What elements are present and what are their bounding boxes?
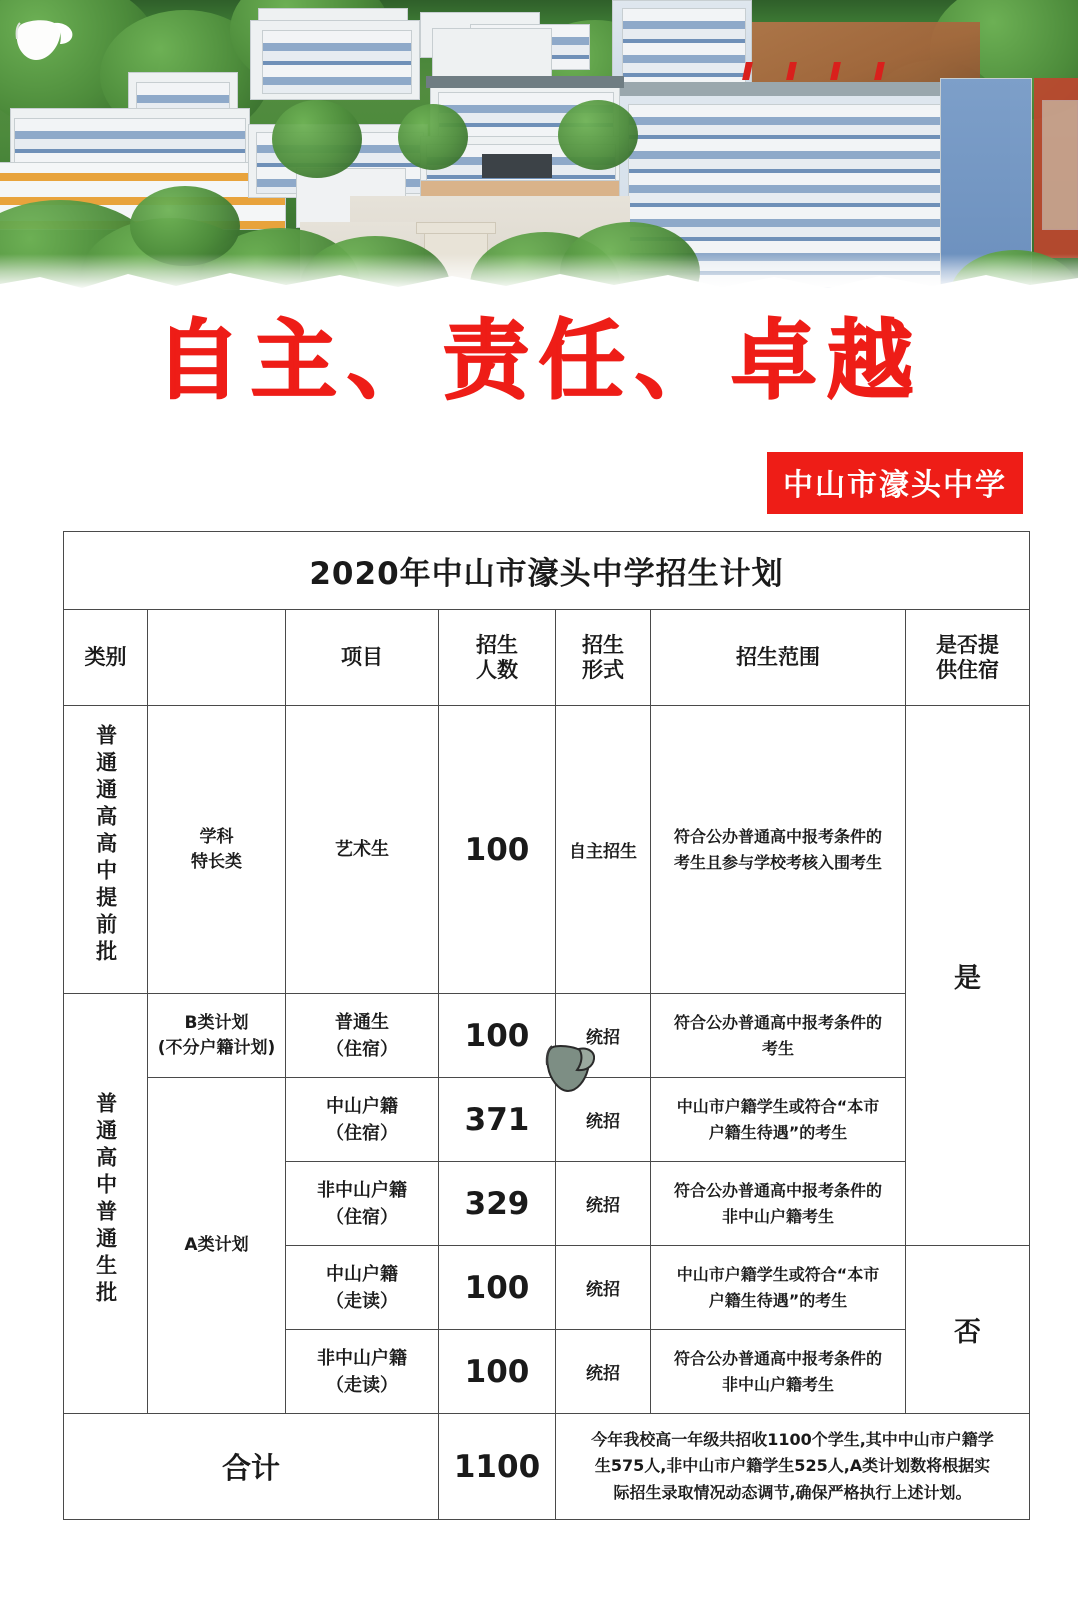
scope-3-line1: 符合公办普通高中报考条件的	[673, 1180, 882, 1200]
project-5-line2: （走读）	[326, 1374, 398, 1396]
count-0: 100	[439, 706, 556, 994]
header-scope: 招生范围	[651, 610, 906, 706]
scope-5-line2: 非中山户籍考生	[721, 1374, 834, 1394]
total-label: 合计	[64, 1414, 439, 1520]
form-2: 统招	[556, 1078, 651, 1162]
total-count: 1100	[439, 1414, 556, 1520]
table-title: 2020年中山市濠头中学招生计划	[64, 532, 1030, 610]
admission-plan-table	[63, 531, 1030, 1520]
project-2-line1: 中山户籍	[326, 1095, 398, 1117]
header-dorm-line1: 是否提	[936, 633, 999, 658]
school-slogan: 自主、责任、卓越	[155, 311, 923, 411]
count-2: 371	[439, 1078, 556, 1162]
plan-type-a	[148, 1078, 286, 1414]
school-name-badge: 中山市濠头中学	[767, 452, 1023, 514]
header-form	[556, 610, 651, 706]
scope-1	[651, 994, 906, 1078]
project-4-line2: （走读）	[326, 1290, 398, 1312]
admission-plan-table-wrapper	[63, 531, 1029, 1520]
form-3: 统招	[556, 1162, 651, 1246]
scope-1-line1: 符合公办普通高中报考条件的	[673, 1012, 882, 1032]
hero-photo-banner	[0, 0, 1078, 300]
project-2-line2: （住宿）	[326, 1122, 398, 1144]
scope-2-line1: 中山市户籍学生或符合“本市	[676, 1096, 880, 1116]
project-5-line1: 非中山户籍	[317, 1347, 407, 1369]
torn-paper-edge	[0, 268, 1078, 300]
header-form-line2: 形式	[582, 657, 624, 682]
header-category: 类别	[64, 610, 148, 706]
header-count	[439, 610, 556, 706]
face-mask-icon	[14, 14, 76, 66]
scope-0-line1: 符合公办普通高中报考条件的	[673, 826, 882, 846]
header-dorm	[906, 610, 1030, 706]
plan-type-0	[148, 706, 286, 994]
plan-type-b-line2: (不分户籍计划)	[157, 1037, 276, 1058]
face-mask-cursor[interactable]	[539, 1043, 595, 1095]
header-count-line1: 招生	[476, 633, 518, 658]
header-project: 项目	[286, 610, 439, 706]
dorm-yes: 是	[906, 706, 1030, 1246]
category-early-batch	[64, 706, 148, 994]
header-category-sub	[148, 610, 286, 706]
project-5	[286, 1330, 439, 1414]
category-early-batch-label: 普通通高高中提前批	[93, 724, 118, 968]
project-4-line1: 中山户籍	[326, 1263, 398, 1285]
dorm-no: 否	[906, 1246, 1030, 1414]
table-header-row	[64, 610, 1030, 706]
scope-4-line1: 中山市户籍学生或符合“本市	[676, 1264, 880, 1284]
project-0	[286, 706, 439, 994]
scope-0	[651, 706, 906, 994]
scope-3	[651, 1162, 906, 1246]
count-3: 329	[439, 1162, 556, 1246]
category-general-batch-label: 普通高中普通生批	[93, 1091, 118, 1308]
category-general-batch	[64, 994, 148, 1414]
project-2	[286, 1078, 439, 1162]
plan-type-b-line1: B类计划	[184, 1012, 249, 1033]
plan-type-0-line2: 特长类	[191, 851, 242, 872]
table-title-row	[64, 532, 1030, 610]
scope-4-line2: 户籍生待遇”的考生	[708, 1290, 848, 1310]
project-3-line1: 非中山户籍	[317, 1179, 407, 1201]
header-form-line1: 招生	[582, 633, 624, 658]
scope-1-line2: 考生	[761, 1038, 794, 1058]
project-4	[286, 1246, 439, 1330]
scope-0-line2: 考生且参与学校考核入围考生	[673, 852, 882, 872]
plan-type-a-line1: A类计划	[184, 1235, 249, 1256]
header-dorm-line2: 供住宿	[936, 657, 999, 682]
form-4: 统招	[556, 1246, 651, 1330]
plan-type-b	[148, 994, 286, 1078]
total-note	[556, 1414, 1030, 1520]
project-3	[286, 1162, 439, 1246]
total-note-line1: 今年我校高一年级共招收1100个学生,其中中山市户籍学	[591, 1429, 994, 1449]
form-5: 统招	[556, 1330, 651, 1414]
plan-type-0-line1: 学科	[199, 826, 234, 847]
scope-3-line2: 非中山户籍考生	[721, 1206, 834, 1226]
project-1-line2: （住宿）	[326, 1038, 398, 1060]
total-note-line3: 际招生录取情况动态调节,确保严格执行上述计划。	[613, 1482, 972, 1502]
project-1-line1: 普通生	[335, 1011, 389, 1033]
header-count-line2: 人数	[476, 657, 518, 682]
form-0: 自主招生	[556, 706, 651, 994]
project-0-line1: 艺术生	[335, 839, 389, 860]
scope-2-line2: 户籍生待遇”的考生	[708, 1122, 848, 1142]
table-row	[64, 706, 1030, 994]
total-note-line2: 生575人,非中山市户籍学生525人,A类计划数将根据实	[594, 1456, 991, 1476]
project-1	[286, 994, 439, 1078]
scope-2	[651, 1078, 906, 1162]
table-total-row	[64, 1414, 1030, 1520]
scope-5	[651, 1330, 906, 1414]
count-5: 100	[439, 1330, 556, 1414]
project-3-line2: （住宿）	[326, 1206, 398, 1228]
form-1: 统招	[556, 994, 651, 1078]
scope-5-line1: 符合公办普通高中报考条件的	[673, 1348, 882, 1368]
count-4: 100	[439, 1246, 556, 1330]
count-1: 100	[439, 994, 556, 1078]
scope-4	[651, 1246, 906, 1330]
